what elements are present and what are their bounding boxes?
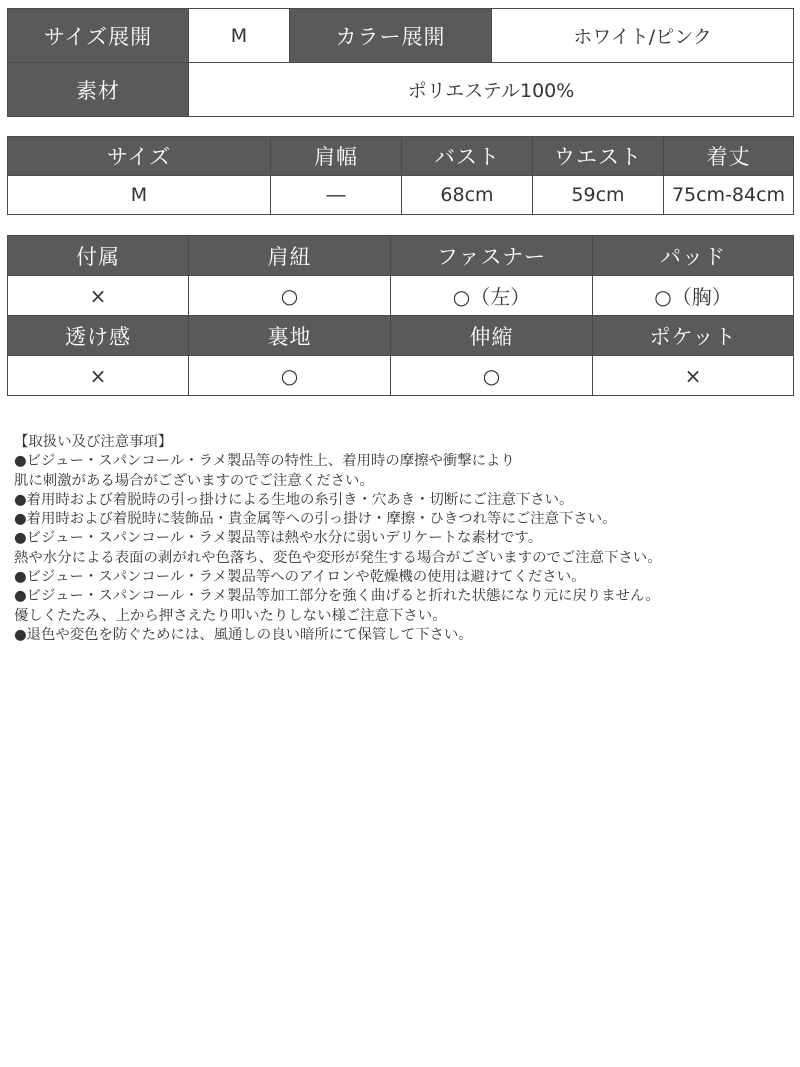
table-row	[8, 276, 794, 316]
sheerness-value: ×	[8, 356, 189, 396]
zipper-value: ○（左）	[391, 276, 593, 316]
care-note-line: ●退色や変色を防ぐためには、風通しの良い暗所にて保管して下さい。	[14, 626, 473, 643]
pads-value: ○（胸）	[593, 276, 794, 316]
accessories-header: 付属	[8, 236, 189, 276]
care-note-line: ●着用時および着脱時に装飾品・貴金属等への引っ掛け・摩擦・ひきつれ等にご注意下さい。	[14, 511, 617, 528]
pads-header: パッド	[593, 236, 794, 276]
straps-value: ○	[189, 276, 391, 316]
table-header-row	[8, 236, 794, 276]
table-header-row	[8, 137, 794, 176]
table-row	[8, 356, 794, 396]
table-header-row	[8, 316, 794, 356]
accessories-value: ×	[8, 276, 189, 316]
size-range-label: サイズ展開	[8, 9, 189, 63]
length-cell: 75cm-84cm	[664, 176, 794, 215]
table-row	[8, 9, 794, 63]
care-note-line: 優しくたたみ、上から押さえたり叩いたりしない様ご注意下さい。	[14, 607, 447, 624]
straps-header: 肩紐	[189, 236, 391, 276]
lining-header: 裏地	[189, 316, 391, 356]
size-range-value: M	[189, 9, 290, 63]
table-row	[8, 176, 794, 215]
table-row	[8, 63, 794, 117]
material-value: ポリエステル100%	[189, 63, 794, 117]
pockets-value: ×	[593, 356, 794, 396]
care-notes	[14, 433, 789, 645]
features-table	[7, 235, 794, 396]
shoulder-width-cell: ―	[271, 176, 402, 215]
material-table	[7, 8, 794, 117]
care-note-line: 肌に刺激がある場合がございますのでご注意ください。	[14, 472, 374, 489]
color-range-value: ホワイト/ピンク	[492, 9, 794, 63]
care-note-line: ●ビジュー・スパンコール・ラメ製品等加工部分を強く曲げると折れた状態になり元に戻りません。	[14, 588, 660, 605]
color-range-label: カラー展開	[290, 9, 492, 63]
zipper-header: ファスナー	[391, 236, 593, 276]
waist-cell: 59cm	[533, 176, 664, 215]
shoulder-width-header: 肩幅	[271, 137, 402, 176]
size-table	[7, 136, 794, 215]
material-label: 素材	[8, 63, 189, 117]
care-note-line: ●ビジュー・スパンコール・ラメ製品等は熱や水分に弱いデリケートな素材です。	[14, 530, 543, 547]
waist-header: ウエスト	[533, 137, 664, 176]
size-cell: M	[8, 176, 271, 215]
sheerness-header: 透け感	[8, 316, 189, 356]
bust-header: バスト	[402, 137, 533, 176]
length-header: 着丈	[664, 137, 794, 176]
size-header: サイズ	[8, 137, 271, 176]
stretch-header: 伸縮	[391, 316, 593, 356]
care-note-line: ●ビジュー・スパンコール・ラメ製品等の特性上、着用時の摩擦や衝撃により	[14, 453, 515, 470]
stretch-value: ○	[391, 356, 593, 396]
bust-cell: 68cm	[402, 176, 533, 215]
care-note-line: 熱や水分による表面の剥がれや色落ち、変色や変形が発生する場合がございますのでご注意下さい。	[14, 549, 662, 566]
care-notes-title: 【取扱い及び注意事項】	[14, 434, 173, 450]
care-note-line: ●ビジュー・スパンコール・ラメ製品等へのアイロンや乾燥機の使用は避けてください。	[14, 569, 586, 586]
care-note-line: ●着用時および着脱時の引っ掛けによる生地の糸引き・穴あき・切断にご注意下さい。	[14, 491, 574, 508]
pockets-header: ポケット	[593, 316, 794, 356]
lining-value: ○	[189, 356, 391, 396]
